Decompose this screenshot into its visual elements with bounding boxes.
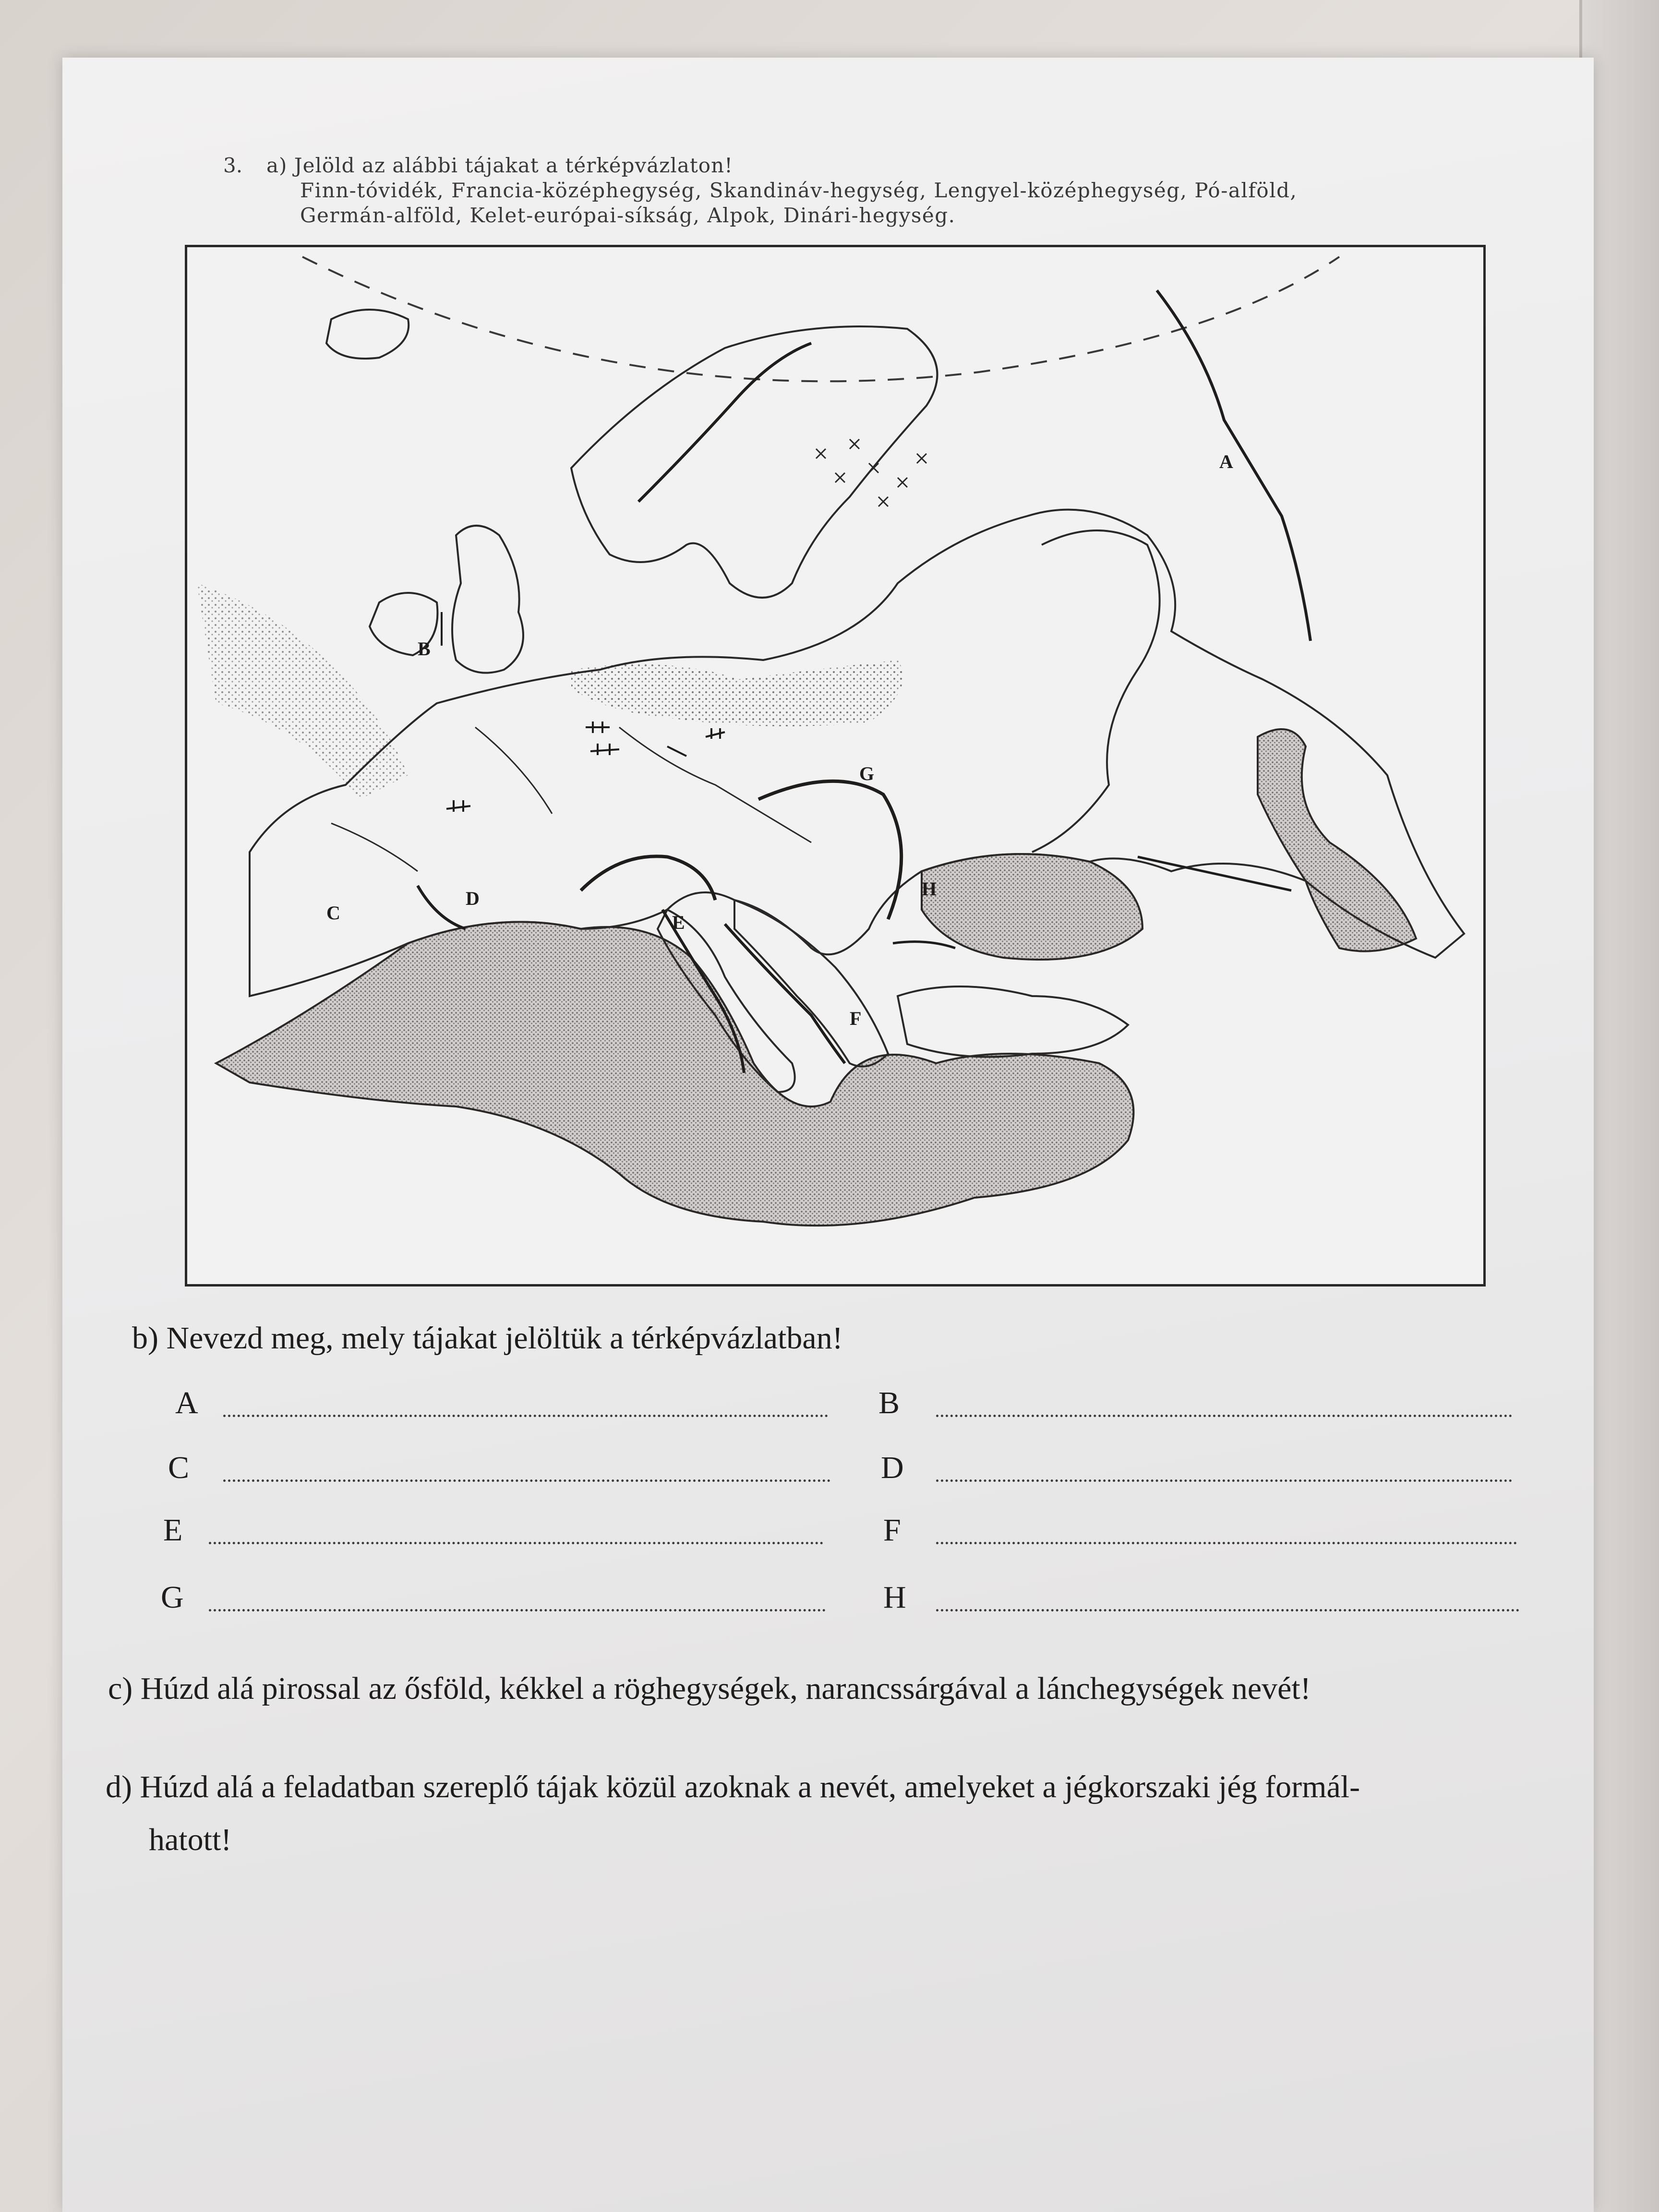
answer-row-d [881,1450,1519,1488]
answer-line-f[interactable] [936,1542,1517,1544]
task-a-instruction: a) Jelöld az alábbi tájakat a térképvázlaton! [266,154,733,177]
scandinavian-mountains-line [638,343,811,502]
answer-line-c[interactable] [223,1479,830,1482]
answer-letter-e: E [163,1513,183,1548]
map-label-e: E [672,912,685,933]
river-line [619,727,811,842]
answer-letter-h: H [883,1580,906,1615]
iceland [326,310,409,359]
answer-row-a [170,1385,842,1423]
landscape-names-line-1: Finn-tóvidék, Francia-középhegység, Skandináv-hegység, Lengyel-középhegység, Pó-alföld, [300,179,1298,202]
task-number: 3. [223,154,243,177]
answer-row-g [161,1579,833,1618]
carpathians-G [758,781,902,919]
map-label-b: B [418,638,431,660]
river-line [331,823,418,871]
british-isles [452,526,523,673]
balkan-line [893,942,955,948]
arctic-circle-line [302,257,1339,381]
black-sea [922,854,1142,960]
question-d-line-1: d) Húzd alá a feladatban szereplő tájak közül azoknak a nevét, amelyeket a jégkorszaki jég formál- [106,1769,1360,1804]
map-label-f: F [850,1008,862,1029]
map-drawing [187,247,1483,1284]
caspian-sea [1258,729,1416,951]
anatomia-coast [898,986,1128,1057]
question-c-text: c) Húzd alá pirossal az ősföld, kékkel a röghegységek, narancssárgával a lánchegységek nevét! [108,1671,1311,1706]
river-line [475,727,552,814]
urals-line-A [1157,290,1310,641]
map-label-h: H [922,878,937,900]
pyrenees-D [418,886,466,929]
baltic-plain-dots [571,660,903,726]
answer-letter-d: D [881,1450,904,1485]
scandinavia [571,326,938,598]
crimea-line [1138,857,1291,890]
answer-row-c [168,1450,840,1488]
answer-letter-a: A [175,1385,198,1420]
question-b-text: b) Nevezd meg, mely tájakat jelöltük a térképvázlatban! [132,1321,843,1356]
answer-letter-b: B [878,1385,900,1420]
lake-district-x-marks [816,439,926,506]
question-d-line-2: hatott! [149,1822,232,1857]
answer-line-a[interactable] [223,1415,828,1417]
atlantic-coast-dots [197,583,408,799]
answer-letter-f: F [883,1513,901,1548]
balkans [734,900,888,1067]
map-label-a: A [1219,451,1233,472]
answer-line-e[interactable] [209,1542,823,1544]
map-label-c: C [326,902,340,924]
answer-letter-g: G [161,1580,184,1615]
answer-letter-c: C [168,1450,190,1485]
map-label-g: G [859,763,875,784]
landscape-names-line-2: Germán-alföld, Kelet-európai-síkság, Alpok, Dinári-hegység. [300,204,956,227]
map-label-d: D [466,888,480,909]
answer-line-d[interactable] [936,1479,1512,1482]
europe-sketch-map [185,245,1486,1286]
answer-row-f [883,1512,1522,1551]
answer-row-e [163,1512,835,1551]
urals-region [1032,530,1160,852]
mediterranean-sea [216,922,1133,1226]
answer-line-h[interactable] [936,1609,1519,1611]
answer-line-g[interactable] [209,1609,826,1611]
answer-line-b[interactable] [936,1415,1512,1417]
answer-row-b [878,1385,1517,1423]
answer-row-h [883,1579,1522,1618]
